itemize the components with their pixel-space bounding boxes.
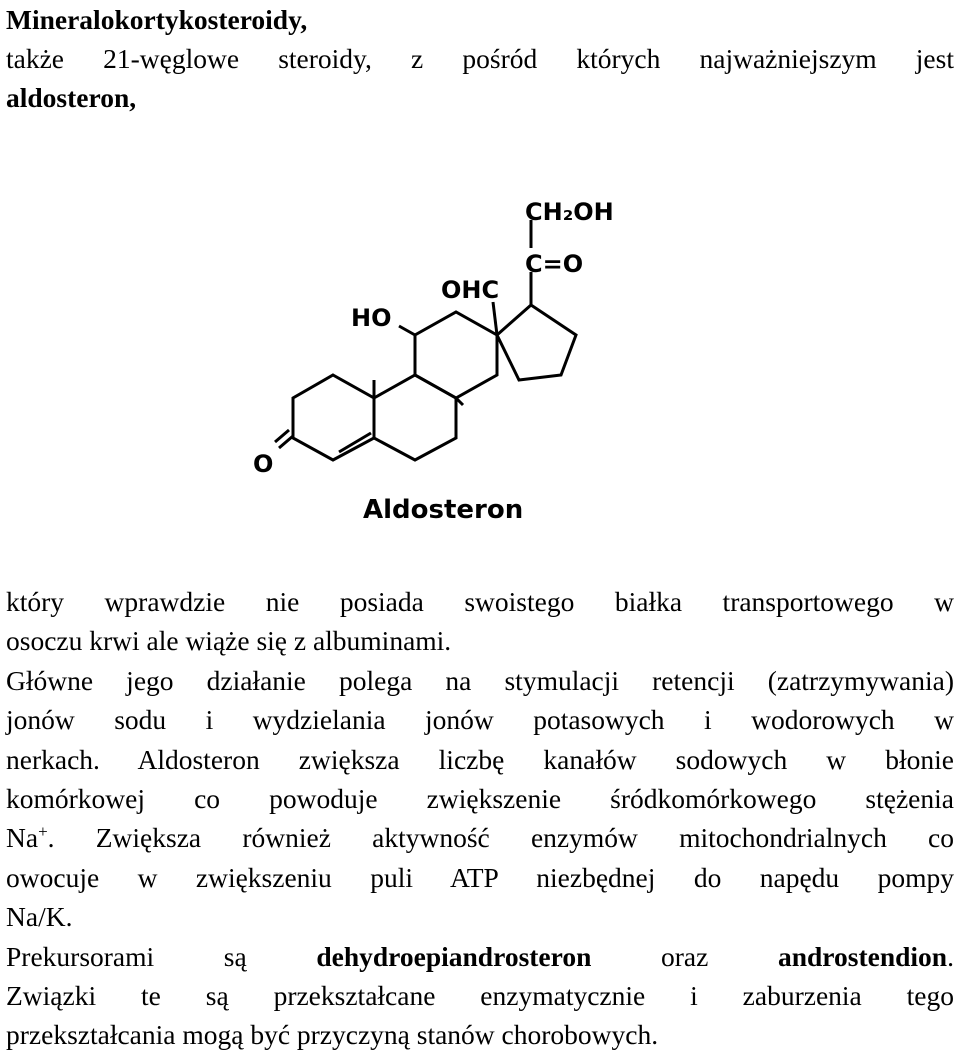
body-line-7 [6, 818, 954, 857]
body-line-11: Związki te są przekształcane enzymatycznie i zaburzenia tego [6, 980, 954, 1012]
structure-svg [241, 190, 614, 535]
label-o: O [253, 450, 274, 478]
body-line-12: przekształcania mogą być przyczyną stanów chorobowych. [6, 1019, 659, 1051]
precursor-conj: oraz [591, 940, 778, 972]
ring-d-pent [497, 305, 576, 380]
body-line-2: osoczu krwi ale wiąże się z albuminami. [6, 625, 452, 657]
body-line-7-rest: . Zwiększa również aktywność enzymów mitochondrialnych co [47, 822, 954, 854]
diagram-caption: Aldosteron [363, 495, 524, 525]
aldosterone-structure-diagram [241, 190, 614, 535]
body-text [6, 582, 954, 1055]
label-ch2oh: CH₂OH [525, 198, 614, 226]
precursor-dhea: dehydroepiandrosteron [316, 940, 592, 972]
body-line-1: który wprawdzie nie posiada swoistego białka transportowego w [6, 586, 954, 617]
intro-line-3: aldosteron, [6, 82, 137, 113]
ring-a-hex [293, 375, 374, 460]
body-line-5: nerkach. Aldosteron zwiększa liczbę kanałów sodowych w błonie [6, 743, 954, 775]
label-ohc: OHC [441, 276, 500, 304]
precursor-end: . [947, 940, 954, 972]
label-c-double-o: C=O [525, 250, 584, 278]
body-line-10 [6, 937, 954, 976]
ring-c-hex [415, 312, 497, 398]
ho-bond [399, 326, 415, 335]
ohc-bond [493, 302, 497, 335]
body-line-8: owocuje w zwiększeniu puli ATP niezbędnej do napędu pompy [6, 861, 954, 893]
body-line-4: jonów sodu i wydzielania jonów potasowych i wodorowych w [6, 704, 954, 736]
body-line-3: Główne jego działanie polega na stymulacji retencji (zatrzymywania) [6, 664, 954, 696]
sodium-charge: + [38, 822, 48, 842]
label-ho: HO [351, 304, 392, 332]
body-line-6: komórkowej co powoduje zwiększenie śródkomórkowego stężenia [6, 783, 954, 815]
precursor-intro: Prekursorami są [6, 940, 317, 972]
ring-b-hex [374, 375, 456, 460]
precursor-androstenedione: androstendion [777, 940, 948, 972]
intro-block [6, 0, 954, 117]
body-line-9: Na/K. [6, 901, 73, 933]
section-title: Mineralokortykosteroidy, [6, 4, 308, 35]
sodium-symbol: Na [6, 822, 39, 854]
intro-line-2: także 21-węglowe steroidy, z pośród których najważniejszym jest [6, 43, 954, 74]
